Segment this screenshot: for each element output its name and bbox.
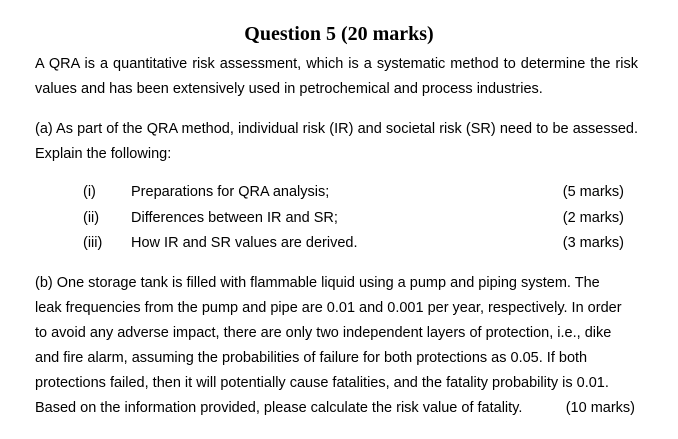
sub-item — [0, 231, 678, 255]
sub-item-text: Preparations for QRA analysis; — [131, 184, 330, 200]
part-b-paragraph — [35, 271, 635, 421]
intro-paragraph: A QRA is a quantitative risk assessment, which is a systematic method to determine the risk values and has been extensively used in petrochemical and process industries. — [35, 56, 638, 97]
sub-item-text: Differences between IR and SR; — [131, 210, 338, 226]
part-b-line: and fire alarm, assuming the probabilities of failure for both protections as 0.05. If both — [35, 350, 588, 366]
part-b-line: (b) One storage tank is filled with flammable liquid using a pump and piping system. The — [35, 275, 600, 291]
sub-item-marks: (3 marks) — [562, 235, 624, 251]
sub-item-number: (iii) — [83, 235, 103, 251]
sub-item — [0, 180, 678, 204]
part-b-line: leak frequencies from the pump and pipe are 0.01 and 0.001 per year, respectively. In order — [35, 300, 622, 316]
sub-item-marks: (2 marks) — [562, 210, 624, 226]
part-a-paragraph: (a) As part of the QRA method, individual risk (IR) and societal risk (SR) need to be assessed. Explain the following: — [35, 121, 638, 162]
part-b-line: protections failed, then it will potentially cause fatalities, and the fatality probability is 0.01. — [35, 375, 609, 391]
sub-item-number: (ii) — [83, 210, 100, 226]
sub-item — [0, 206, 678, 230]
part-b-line: Based on the information provided, please calculate the risk value of fatality. — [35, 400, 523, 416]
sub-item-marks: (5 marks) — [562, 184, 624, 200]
question-title: Question 5 (20 marks) — [244, 23, 434, 45]
sub-item-text: How IR and SR values are derived. — [131, 235, 358, 251]
part-b-marks: (10 marks) — [565, 400, 635, 416]
part-b-last-line — [35, 396, 635, 421]
part-b-line: to avoid any adverse impact, there are only two independent layers of protection, i.e., dike — [35, 325, 612, 341]
sub-item-number: (i) — [83, 184, 96, 200]
